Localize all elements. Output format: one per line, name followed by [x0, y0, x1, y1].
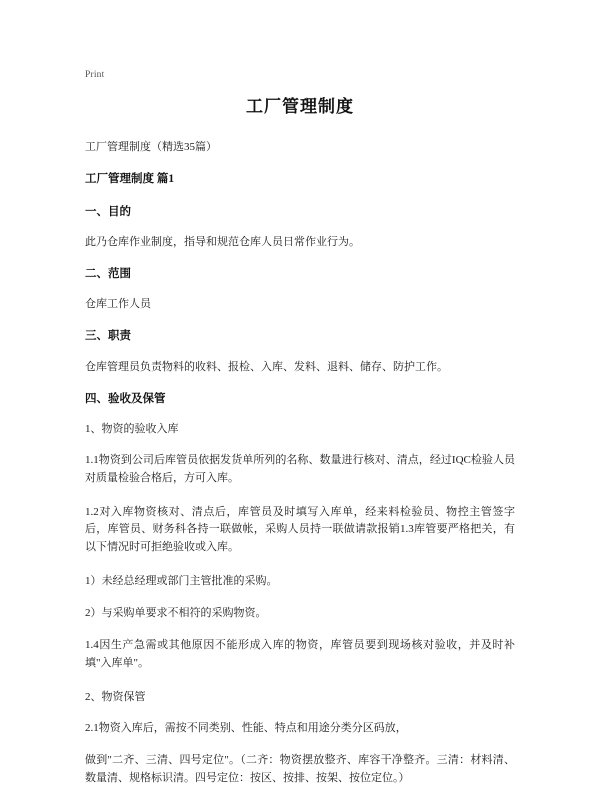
document-subtitle: 工厂管理制度（精选35篇） — [85, 141, 217, 153]
list-item: 2）与采购单要求不相符的采购物资。 — [85, 607, 267, 620]
document-content — [85, 92, 515, 803]
subsection-title-storage: 2、物资保管 — [85, 690, 146, 703]
list-item: 1）未经总经理或部门主管批准的采购。 — [85, 575, 278, 587]
print-label[interactable]: Print — [85, 70, 105, 80]
paragraph-2-2: 做到"二齐、三清、四号定位"。（二齐：物资摆放整齐、库容干净整齐。三清：材料清、数量清、规格标识清。四号定位：按区、按排、按架、按位定位。） — [85, 753, 515, 784]
chapter-heading: 工厂管理制度 篇1 — [85, 172, 175, 185]
subsection-title-acceptance: 1、物资的验收入库 — [85, 422, 179, 435]
section-heading-purpose: 一、目的 — [85, 205, 131, 218]
paragraph-2-1: 2.1物资入库后，需按不同类别、性能、特点和用途分类分区码放， — [85, 721, 407, 734]
paragraph-1-4: 1.4因生产急需或其他原因不能形成入库的物资，库管员要到现场核对验收，并及时补填"入库单"。 — [85, 639, 515, 669]
section-heading-duties: 三、职责 — [85, 330, 131, 343]
section-body-duties: 仓库管理员负责物料的收料、报检、入库、发料、退料、储存、防护工作。 — [85, 360, 448, 373]
paragraph-1-1: 1.1物资到公司后库管员依据发货单所列的名称、数量进行核对、清点，经过IQC检验人员对质量检验合格后，方可入库。 — [85, 453, 515, 484]
section-body-purpose: 此乃仓库作业制度，指导和规范仓库人员日常作业行为。 — [85, 236, 360, 248]
paragraph-1-2: 1.2对入库物资核对、清点后，库管员及时填写入库单，经来料检验员、物控主管签字后，库管员、财务科各持一联做帐，采购人员持一联做请款报销1.3库管要严格把关，有以下情况时可拒绝验收或入库。 — [85, 505, 515, 554]
section-heading-scope: 二、范围 — [85, 268, 131, 281]
section-heading-acceptance-storage: 四、验收及保管 — [85, 392, 166, 405]
page-title: 工厂管理制度 — [246, 97, 354, 116]
section-body-scope: 仓库工作人员 — [85, 298, 151, 311]
